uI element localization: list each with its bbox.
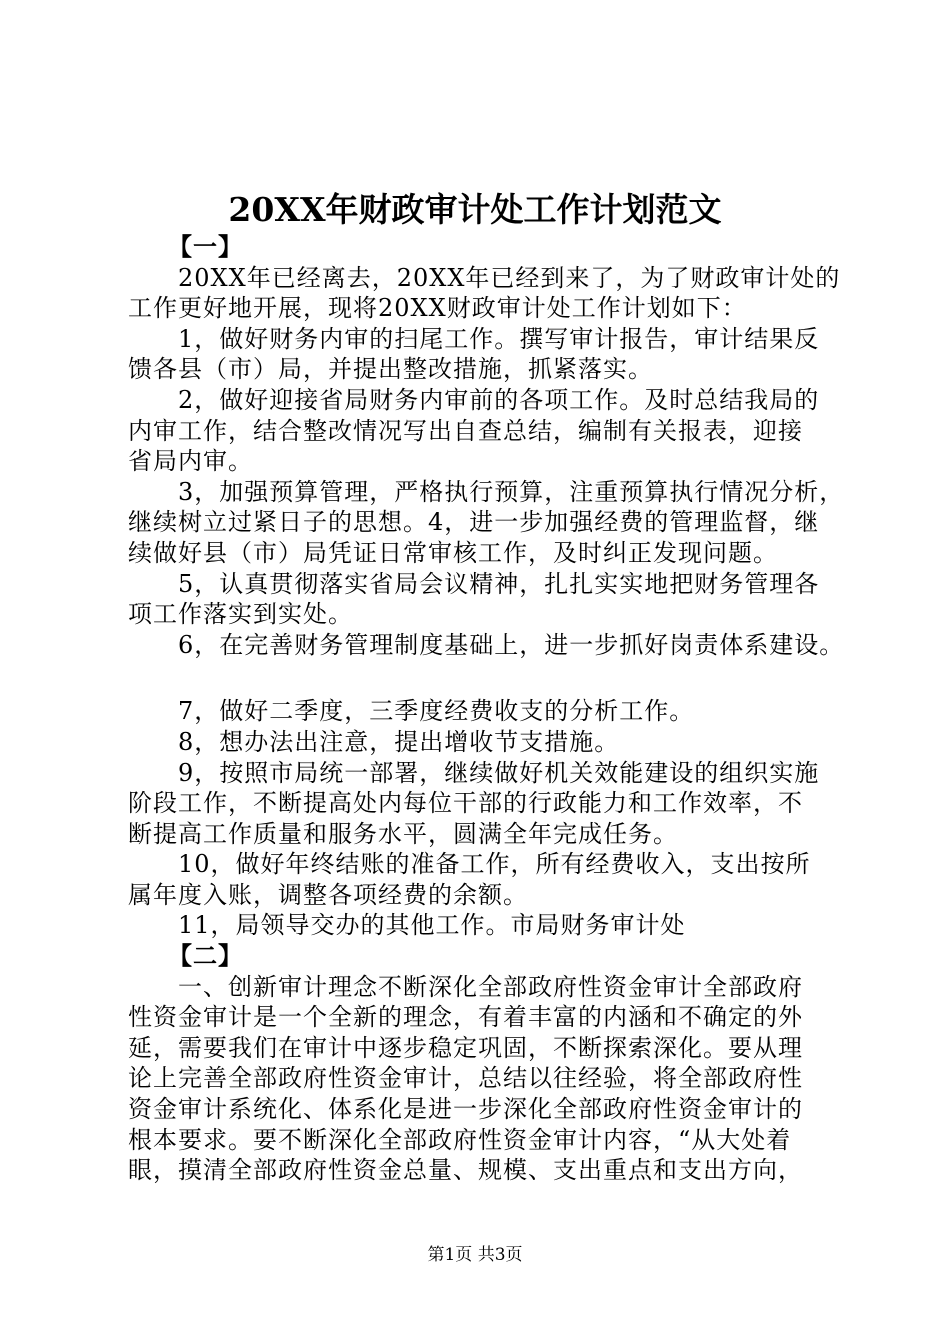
paragraph-line: 6，在完善财务管理制度基础上，进一步抓好岗责体系建设。: [178, 630, 845, 659]
paragraph-line: 一、创新审计理念不断深化全部政府性资金审计全部政府: [178, 972, 803, 1001]
paragraph-line: 论上完善全部政府性资金审计，总结以往经验，将全部政府性: [128, 1064, 803, 1093]
paragraph-line: 10，做好年终结账的准备工作，所有经费收入，支出按所: [178, 850, 811, 879]
paragraph-line: 内审工作，结合整改情况写出自查总结，编制有关报表，迎接: [128, 416, 803, 445]
document-body: [128, 232, 845, 1186]
paragraph-line: 属年度入账，调整各项经费的余额。: [128, 880, 528, 909]
section-heading-1: 【一】: [168, 232, 243, 261]
paragraph-line: 1，做好财务内审的扫尾工作。撰写审计报告，审计结果反: [178, 324, 820, 353]
paragraph-line: 省局内审。: [128, 447, 253, 476]
paragraph-line: 8，想办法出注意，提出增收节支措施。: [178, 727, 620, 756]
paragraph-line: 项工作落实到实处。: [128, 600, 353, 629]
document-title: 20XX年财政审计处工作计划范文: [228, 190, 722, 229]
paragraph-line: 延，需要我们在审计中逐步稳定巩固，不断探索深化。要从理: [128, 1033, 803, 1062]
page-number-footer: 第1页 共3页: [427, 1245, 523, 1265]
paragraph-line: 继续树立过紧日子的思想。4，进一步加强经费的管理监督，继: [128, 508, 820, 537]
blank-line: [128, 660, 828, 696]
paragraph-line: 11，局领导交办的其他工作。市局财务审计处: [178, 911, 686, 940]
paragraph-line: 7，做好二季度，三季度经费收支的分析工作。: [178, 697, 695, 726]
paragraph-line: 5，认真贯彻落实省局会议精神，扎扎实实地把财务管理各: [178, 569, 820, 598]
paragraph-line: 性资金审计是一个全新的理念，有着丰富的内涵和不确定的外: [128, 1003, 803, 1032]
paragraph-line: 断提高工作质量和服务水平，圆满全年完成任务。: [128, 819, 678, 848]
paragraph-line: 9，按照市局统一部署，继续做好机关效能建设的组织实施: [178, 758, 820, 787]
paragraph-line: 20XX年已经离去，20XX年已经到来了，为了财政审计处的: [178, 263, 841, 292]
paragraph-line: 工作更好地开展，现将20XX财政审计处工作计划如下：: [128, 294, 747, 323]
paragraph-line: 阶段工作，不断提高处内每位干部的行政能力和工作效率，不: [128, 789, 803, 818]
section-heading-2: 【二】: [168, 941, 243, 971]
paragraph-line: 馈各县（市）局，并提出整改措施，抓紧落实。: [128, 355, 653, 384]
paragraph-line: 续做好县（市）局凭证日常审核工作，及时纠正发现问题。: [128, 538, 778, 567]
paragraph-line: 2，做好迎接省局财务内审前的各项工作。及时总结我局的: [178, 385, 820, 414]
paragraph-line: 根本要求。要不断深化全部政府性资金审计内容，“从大处着: [128, 1125, 792, 1154]
paragraph-line: 资金审计系统化、体系化是进一步深化全部政府性资金审计的: [128, 1095, 803, 1124]
paragraph-line: 3，加强预算管理，严格执行预算，注重预算执行情况分析，: [178, 477, 845, 506]
paragraph-line: 眼，摸清全部政府性资金总量、规模、支出重点和支出方向，: [128, 1156, 803, 1185]
